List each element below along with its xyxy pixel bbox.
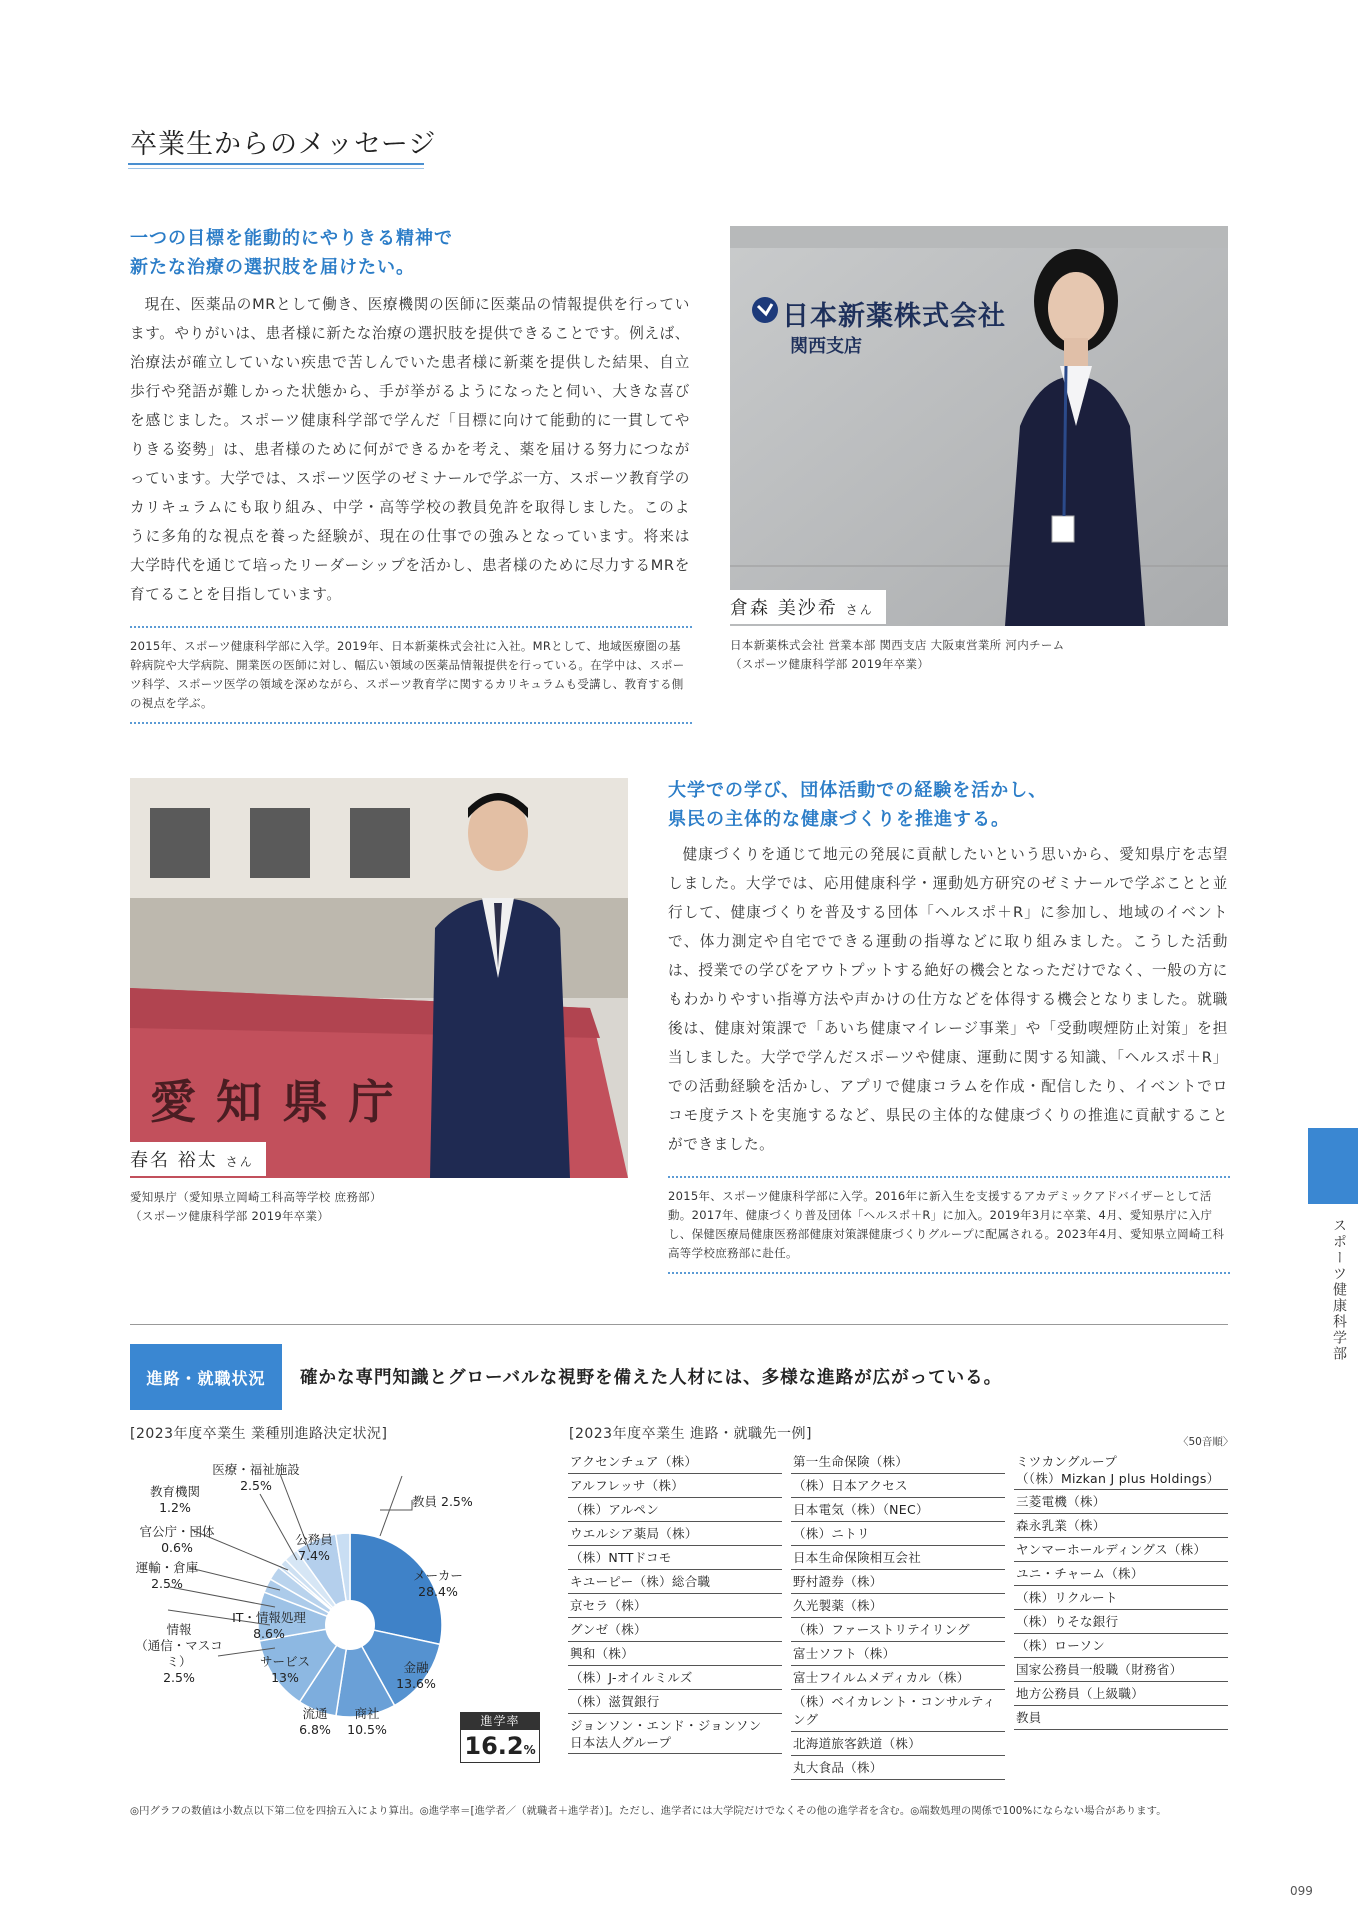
- pie-center-hole: [325, 1600, 375, 1650]
- company-list-item: （株）リクルート: [1014, 1586, 1228, 1610]
- company-list-item: （株）ベイカレント・コンサルティング: [791, 1690, 1005, 1732]
- company-list-item: アルフレッサ（株）: [568, 1474, 782, 1498]
- pie-label-value: 0.6: [161, 1540, 181, 1555]
- pie-leader-line: [380, 1500, 412, 1510]
- company-list-item: 富士ソフト（株）: [791, 1642, 1005, 1666]
- divider: [668, 1176, 1230, 1178]
- pie-label-maker: [388, 1568, 488, 1600]
- company-list-item: （株）NTTドコモ: [568, 1546, 782, 1570]
- chart-title: [2023年度卒業生 業種別進路決定状況]: [130, 1426, 388, 1442]
- company-list-item: 国家公務員一般職（財務省）: [1014, 1658, 1228, 1682]
- alumni1-profile: 2015年、スポーツ健康科学部に入学。2019年、日本新薬株式会社に入社。MRとして、地域医療圏の基幹病院や大学病院、開業医の医師に対し、幅広い領域の医薬品情報提供を行っている。在学中は、スポーツ科学、スポーツ医学の領域を深めながら、スポーツ教育学に関するカリキュラムも受講し、教育する側の視点を学ぶ。: [130, 639, 685, 710]
- pie-label-education: [140, 1484, 210, 1516]
- pie-label-unit: %: [260, 1478, 272, 1493]
- side-tab-marker: [1308, 1128, 1358, 1204]
- pie-label-text: 教員: [412, 1494, 438, 1509]
- grad-rate-value: 16.2: [464, 1732, 524, 1760]
- title-underline: [128, 163, 424, 165]
- pie-leader-line: [380, 1476, 402, 1536]
- pie-label-unit: %: [287, 1670, 299, 1685]
- company-list-item: 久光製薬（株）: [791, 1594, 1005, 1618]
- grad-rate-value-box: [460, 1730, 540, 1763]
- grad-rate-label: 進学率: [460, 1712, 540, 1730]
- pie-label-text: 情報: [166, 1622, 192, 1637]
- pie-label-trading: [336, 1706, 398, 1738]
- company-list-item: キユーピー（株）総合職: [568, 1570, 782, 1594]
- pie-label-value: 2.5: [163, 1670, 183, 1685]
- pie-label-text: メーカー: [413, 1568, 463, 1583]
- company-list-item: 三菱電機（株）: [1014, 1490, 1228, 1514]
- pie-label-unit: %: [423, 1676, 436, 1691]
- company-list-item: ヤンマーホールディングス（株）: [1014, 1538, 1228, 1562]
- pie-label-text: 公務員: [295, 1532, 333, 1547]
- prefecture-sign: 愛知県庁: [150, 1075, 414, 1129]
- alumni2-profile: 2015年、スポーツ健康科学部に入学。2016年に新入生を支援するアカデミックアドバイザーとして活動。2017年、健康づくり普及団体「ヘルスポ＋R」に加入。2019年3月に卒業、4月、愛知県庁に入庁し、保健医療局健康医務部健康対策課健康づくりグループに配属される。2023年4月、愛知県立岡崎工科高等学校庶務部に赴任。: [668, 1189, 1225, 1260]
- pie-label-finance: [382, 1660, 450, 1692]
- pie-label-unit: %: [318, 1548, 330, 1563]
- company-list-item: 野村證券（株）: [791, 1570, 1005, 1594]
- pie-label-unit: %: [319, 1722, 331, 1737]
- alumni2-headline-line2: 県民の主体的な健康づくりを推進する。: [668, 809, 1010, 830]
- pie-label-media: [132, 1622, 226, 1686]
- alumni1-photo: [730, 226, 1228, 626]
- pie-label-unit: %: [460, 1494, 473, 1509]
- pie-label-unit: %: [179, 1500, 191, 1515]
- company-list-item: 第一生命保険（株）: [791, 1450, 1005, 1474]
- pie-label-text: 金融: [403, 1660, 429, 1675]
- pie-label-public-servant: [286, 1532, 342, 1564]
- grad-school-rate: [460, 1712, 540, 1763]
- pie-label-medical: [206, 1462, 306, 1494]
- footnote: ◎円グラフの数値は小数点以下第二位を四捨五入により算出。◎進学率＝[進学者／（就職者＋進学者）]。ただし、進学者には大学院だけでなくその他の進学者を含む。◎端数処理の関係で100%にならない場合があります。: [130, 1805, 1167, 1817]
- pie-label-value: 2.5: [151, 1576, 171, 1591]
- pie-label-text: 医療・福祉施設: [212, 1462, 300, 1477]
- company-logo-icon: [752, 297, 778, 323]
- alumni1-name: 倉森 美沙希: [730, 598, 838, 619]
- alumni1-headline-line1: 一つの目標を能動的にやりきる精神で: [130, 228, 453, 249]
- pie-label-text: 運輸・倉庫: [135, 1560, 199, 1575]
- pie-label-text: 商社: [354, 1706, 380, 1721]
- branch-sign: 関西支店: [790, 336, 862, 357]
- alumni1-headline: [130, 224, 690, 282]
- company-list-item: グンゼ（株）: [568, 1618, 782, 1642]
- pie-label-unit: %: [183, 1670, 195, 1685]
- company-list-item: （株）ファーストリテイリング: [791, 1618, 1005, 1642]
- company-list-item: （株）りそな銀行: [1014, 1610, 1228, 1634]
- honorific: さん: [225, 1155, 254, 1169]
- company-list-item: ウエルシア薬局（株）: [568, 1522, 782, 1546]
- career-tagline: 確かな専門知識とグローバルな視野を備えた人材には、多様な進路が広がっている。: [300, 1368, 1003, 1388]
- company-list-item: ミツカングループ （（株）Mizkan J plus Holdings）: [1014, 1450, 1228, 1490]
- company-column-2: [791, 1450, 1005, 1780]
- company-list-item: 興和（株）: [568, 1642, 782, 1666]
- alumni1-affiliation: 日本新薬株式会社 営業本部 関西支店 大阪東営業所 河内チーム: [730, 638, 1065, 652]
- company-list-item: 北海道旅客鉄道（株）: [791, 1732, 1005, 1756]
- pie-label-service: [248, 1654, 322, 1686]
- company-list-item: （株）日本アクセス: [791, 1474, 1005, 1498]
- alumni2-affiliation: 愛知県庁（愛知県立岡崎工科高等学校 庶務部）: [130, 1190, 382, 1204]
- section-title: 卒業生からのメッセージ: [130, 129, 437, 160]
- pie-label-unit: %: [171, 1576, 183, 1591]
- company-list-item: アクセンチュア（株）: [568, 1450, 782, 1474]
- alumni2-photo: [130, 778, 628, 1178]
- pie-label-text: 流通: [302, 1706, 328, 1721]
- pie-label-text: 官公庁・団体: [139, 1524, 215, 1539]
- company-list-item: ジョンソン・エンド・ジョンソン 日本法人グループ: [568, 1714, 782, 1754]
- pie-label-value: 13: [271, 1670, 287, 1685]
- company-list-item: （株）J-オイルミルズ: [568, 1666, 782, 1690]
- divider: [668, 1272, 1230, 1274]
- alumni1-affiliation-block: [730, 636, 1228, 674]
- alumni1-headline-line2: 新たな治療の選択肢を届けたい。: [130, 257, 415, 278]
- company-list-item: （株）ローソン: [1014, 1634, 1228, 1658]
- company-list-item: （株）ニトリ: [791, 1522, 1005, 1546]
- pie-label-unit: %: [445, 1584, 458, 1599]
- company-list-item: 教員: [1014, 1706, 1228, 1730]
- pie-label-text: サービス: [259, 1654, 310, 1669]
- company-list-item: 日本生命保険相互会社: [791, 1546, 1005, 1570]
- pie-label-retail: [288, 1706, 342, 1738]
- alumni2-nametag: [130, 1142, 266, 1176]
- pie-label-value: 28.4: [418, 1584, 446, 1599]
- pie-label-value: 8.6: [253, 1626, 273, 1641]
- pie-label-transport: [128, 1560, 206, 1592]
- company-sign: 日本新薬株式会社: [782, 301, 1006, 332]
- company-column-3: [1014, 1450, 1228, 1730]
- company-column-1: [568, 1450, 782, 1754]
- section-divider: [130, 1324, 1228, 1325]
- company-list-item: （株）アルペン: [568, 1498, 782, 1522]
- pie-label-text: 教育機関: [149, 1484, 200, 1499]
- pie-label-government: [134, 1524, 220, 1556]
- title-underline-thin: [128, 168, 424, 169]
- pie-label-value: 1.2: [159, 1500, 179, 1515]
- honorific: さん: [845, 603, 874, 617]
- divider: [130, 722, 692, 724]
- alumni1-photo-illustration: [730, 226, 1228, 626]
- pie-label-text: IT・情報処理: [232, 1610, 306, 1625]
- pie-label-value: 6.8: [299, 1722, 319, 1737]
- alumni2-headline-line1: 大学での学び、団体活動での経験を活かし、: [668, 780, 1048, 801]
- pie-label-value: 7.4: [298, 1548, 318, 1563]
- company-list-item: 富士フイルムメディカル（株）: [791, 1666, 1005, 1690]
- alumni1-graduation: （スポーツ健康科学部 2019年卒業）: [730, 657, 930, 671]
- pie-label-unit: %: [181, 1540, 193, 1555]
- company-list-item: 日本電気（株）（NEC）: [791, 1498, 1005, 1522]
- alumni2-body: 健康づくりを通じて地元の発展に貢献したいという思いから、愛知県庁を志望しました。大学では、応用健康科学・運動処方研究のゼミナールで学ぶことと並行して、健康づくりを普及する団体「ヘルスポ＋R」に参加し、地域のイベントで、体力測定や自宅でできる運動の指導などに取り組みました。こうした活動は、授業での学びをアウトプットする絶好の機会となっただけでなく、一般の方にもわかりやすい指導方法や声かけの仕方などを体得する機会となりました。就職後は、健康対策課で「あいち健康マイレージ事業」や「受動喫煙防止対策」を担当しました。大学で学んだスポーツや健康、運動に関する知識、「ヘルスポ＋R」での活動経験を活かし、アプリで健康コラムを作成・配信したり、イベントでロコモ度テストを実施するなど、県民の主体的な健康づくりの推進に貢献することができました。: [668, 846, 1228, 1153]
- alumni2-affiliation-block: [130, 1188, 628, 1226]
- alumni1-body: 現在、医薬品のMRとして働き、医療機関の医師に医薬品の情報提供を行っています。やりがいは、患者様に新たな治療の選択肢を提供できることです。例えば、治療法が確立していない疾患で苦しんでいた患者様に新薬を提供した結果、自立歩行や発語が難しかった状態から、手が挙がるようになったと伺い、大きな喜びを感じました。スポーツ健康科学部で学んだ「目標に向けて能動的に一貫してやりきる姿勢」は、患者様のために何ができるかを考え、薬を届ける努力につながっています。大学では、スポーツ医学のゼミナールで学ぶ一方、スポーツ教育学のカリキュラムにも取り組み、中学・高等学校の教員免許を取得しました。このように多角的な視点を養った経験が、現在の仕事での強みとなっています。将来は大学時代を通じて培ったリーダーシップを活かし、患者様のために尽力するMRを育てることを目指しています。: [130, 296, 690, 603]
- alumni2-name: 春名 裕太: [130, 1150, 218, 1171]
- company-list-item: （株）滋賀銀行: [568, 1690, 782, 1714]
- alumni1-nametag: [730, 590, 886, 624]
- grad-rate-unit: %: [523, 1743, 536, 1757]
- company-list-item: 地方公務員（上級職）: [1014, 1682, 1228, 1706]
- divider: [130, 626, 692, 628]
- pie-label-value: 10.5: [347, 1722, 375, 1737]
- career-badge: 進路・就職状況: [130, 1344, 282, 1410]
- page-number: 099: [1290, 1884, 1313, 1898]
- pie-label-value: 2.5: [441, 1494, 461, 1509]
- company-list-item: 丸大食品（株）: [791, 1756, 1005, 1780]
- company-list-item: ユニ・チャーム（株）: [1014, 1562, 1228, 1586]
- sort-note: 〈50音順〉: [1178, 1436, 1234, 1448]
- pie-label-teacher: [412, 1494, 498, 1510]
- pie-label-unit: %: [374, 1722, 387, 1737]
- company-list-item: 京セラ（株）: [568, 1594, 782, 1618]
- pie-label-value: 2.5: [240, 1478, 260, 1493]
- pie-label-it: [222, 1610, 316, 1642]
- pie-label-value: 13.6: [396, 1676, 424, 1691]
- pie-label-text: （通信・マスコミ）: [135, 1638, 223, 1669]
- side-department-label: スポーツ健康科学部: [1331, 1218, 1347, 1362]
- pie-label-unit: %: [273, 1626, 285, 1641]
- company-list-title: [2023年度卒業生 進路・就職先一例]: [569, 1426, 813, 1442]
- alumni2-graduation: （スポーツ健康科学部 2019年卒業）: [130, 1209, 330, 1223]
- company-list-item: 森永乳業（株）: [1014, 1514, 1228, 1538]
- alumni2-headline: [668, 776, 1228, 834]
